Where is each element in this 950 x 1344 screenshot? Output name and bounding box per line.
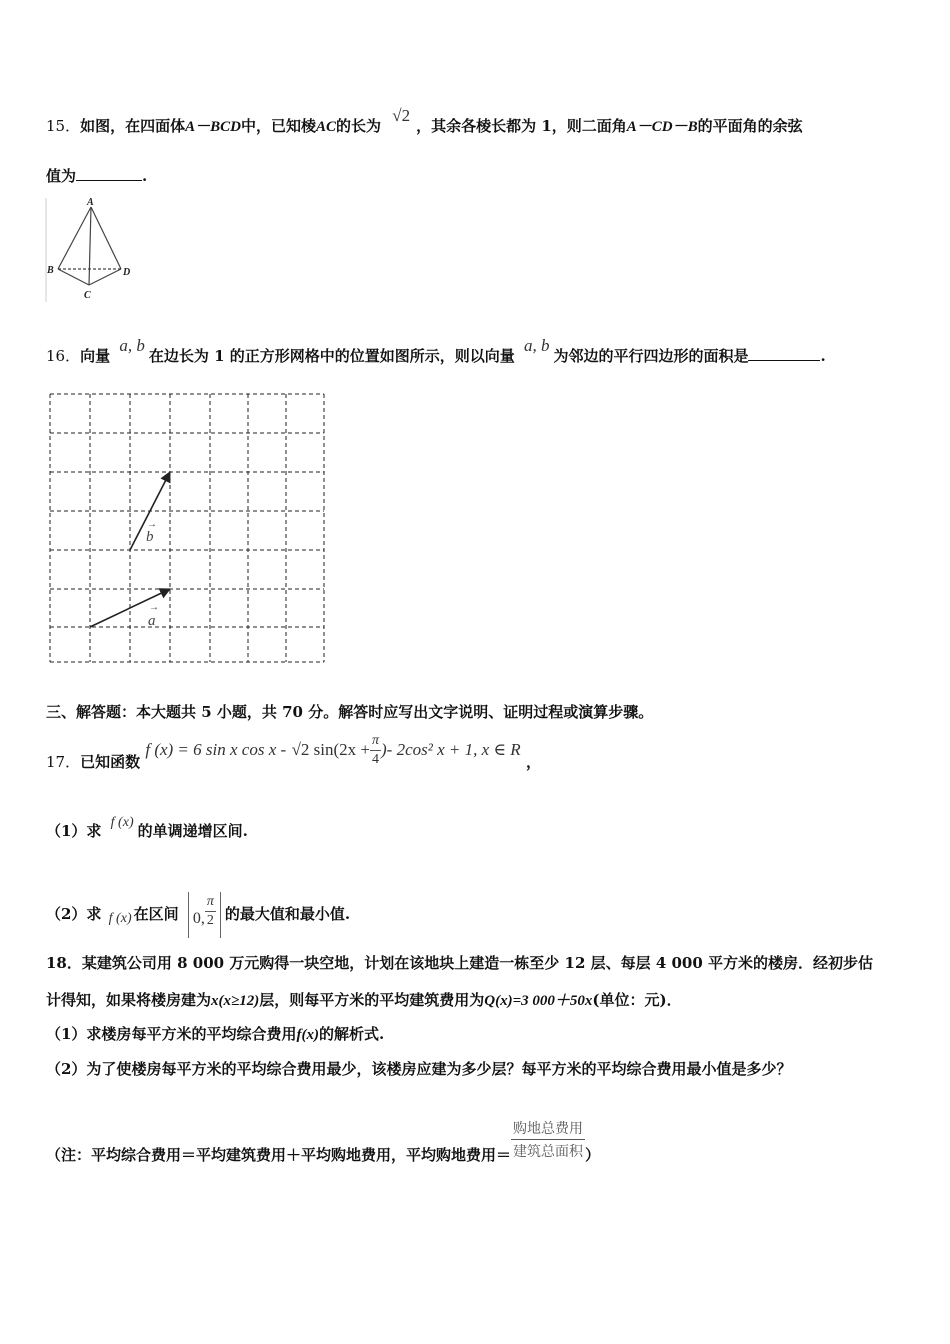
q15-line1: 15．如图，在四面体A－BCD中，已知棱AC的长为 √2，其余各棱长都为 1，则二面角A－CD－B的平面角的余弦 [46,106,803,135]
vector-a-hat: → [149,602,159,613]
q16-vectors: a, b [119,336,145,355]
label-c: C [84,290,91,301]
q15-sqrt2: √2 [392,106,411,125]
q15-dihedral: A－CD－B [626,119,698,135]
q17-part2-fx: f (x) [108,911,132,926]
edge-ac [89,207,91,285]
q16-vectors-2: a, b [523,336,550,355]
vector-b-label: b [146,529,154,545]
q17-interval: 0, $\frac{\pi}{2}$ [188,892,221,938]
q15-line2: 值为 . [46,167,148,185]
q17-part2: （2）求 f (x) 在区间 0, $\frac{\pi}{2}$ 的最大值和最小值. [46,892,350,938]
q18-fx: f(x) [296,1027,319,1043]
q18-note: （注：平均综合费用＝平均建筑费用＋平均购地费用，平均购地费用＝ $\frac{\text{购地总费用}}{\text{建筑总面积}}$ ） [46,1118,600,1161]
q17-line1: 17．已知函数 f (x) = 6 sin x cos x - √2 sin(2x + $\frac{\pi}{4}$ )- 2cos² x + 1, x ∈ R ， [46,733,542,771]
q17-part1-fx: f (x) [110,815,134,830]
q15-answer-blank [76,179,142,181]
q18-land-cost-fraction: $\frac{\text{购地总费用}}{\text{建筑总面积}}$ [511,1118,585,1161]
tetrahedron-figure [44,194,136,306]
section3-title: 三、解答题：本大题共 5 小题，共 70 分。解答时应写出文字说明、证明过程或演算步骤。 [46,703,654,721]
q18-line1: 18．某建筑公司用 8 000 万元购得一块空地，计划在该地块上建造一栋至少 12 层、每层 4 000 平方米的楼房．经初步估 [46,954,874,972]
q17-pi-over-2: $\frac{\pi}{2}$ [206,894,214,928]
q17-number: 17． [46,753,81,771]
label-a: A [87,197,94,208]
q18-x-condition: x(x≥12) [211,993,260,1009]
q15-tetrahedron: A－BCD [185,119,241,135]
q16-number: 16． [46,347,81,365]
q18-line2: 计得知，如果将楼房建为x(x≥12)层，则每平方米的平均建筑费用为Q(x)=3 000＋50x(单位：元)． [46,991,682,1009]
q17-function-formula: f (x) = 6 sin x cos x - √2 sin(2x + $\frac{\pi}{4}$ )- 2cos² x + 1, x ∈ R [145,733,521,767]
vector-grid-figure [46,390,330,666]
q16-answer-blank [748,359,820,361]
label-b: B [47,265,54,276]
q18-part1: （1）求楼房每平方米的平均综合费用f(x)的解析式. [46,1025,385,1043]
vector-a-label: a [148,613,156,629]
vector-b-hat: → [147,519,157,530]
label-d: D [123,267,131,278]
q18-part2: （2）为了使楼房每平方米的平均综合费用最少，该楼房应建为多少层？每平方米的平均综合费用最小值是多少？ [46,1060,792,1078]
grid-lines [50,394,324,662]
q15-number: 15． [46,117,81,135]
q15-edge: AC [315,119,336,135]
q17-pi-over-4: $\frac{\pi}{4}$ [372,733,380,767]
edge-ab [58,207,91,269]
edge-ad [91,207,121,269]
q17-part1: （1）求 f (x) 的单调递增区间. [46,815,248,840]
edge-cd [89,269,121,285]
q18-qx-formula: Q(x)=3 000＋50x [484,993,593,1009]
q16-line1: 16．向量 a, b在边长为 1 的正方形网格中的位置如图所示，则以向量 a, b为邻边的平行四边形的面积是 . [46,336,826,365]
edge-bc [58,269,89,285]
